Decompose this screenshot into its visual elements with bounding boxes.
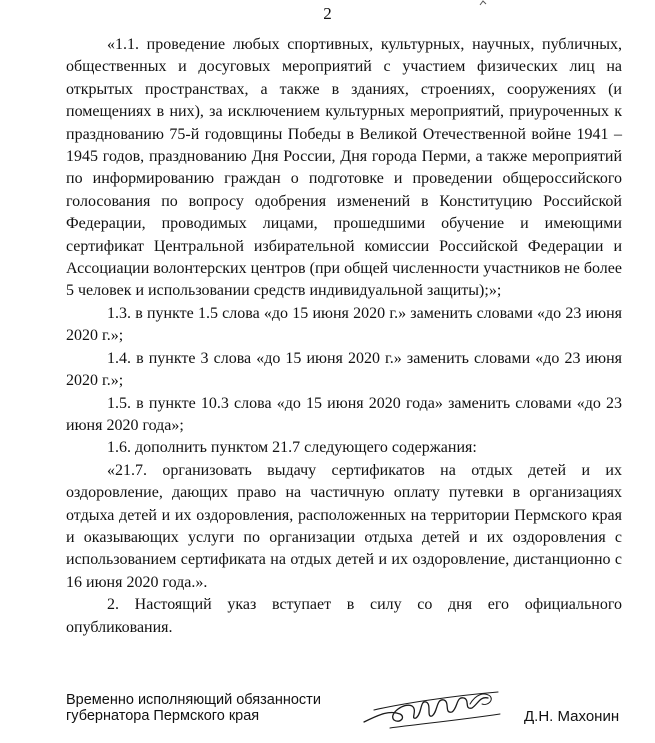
handwritten-signature [360,684,510,734]
page-number: 2 [323,4,332,23]
paragraph-1-5: 1.5. в пункте 10.3 слова «до 15 июня 2020 года» заменить словами «до 23 июня 2020 года»; [66,394,622,434]
signatory-position-line-1: Временно исполняющий обязанности [66,692,321,708]
paragraph-1-1: «1.1. проведение любых спортивных, культурных, научных, публичных, общественных и досуговых мероприятий с участием физических лиц на открытых пространствах, а также в зданиях, строениях, сооружениях (и помещениях в них), за исключением культурных мероприятий, приуроченных к празднованию 75-й годовщины Победы в Великой Отечественной войне 1941 – 1945 годов, празднованию Дня России, Дня города Перми, а также мероприятий по информированию граждан о подготовке и проведении общероссийского голосования по вопросу одобрения изменений в Конституцию Российской Федерации, проводимых лицами, прошедшими обучение и имеющими сертификат Центральной избирательной комиссии Российской Федерации и Ассоциации волонтерских центров (при общей численности участников не более 5 человек и использовании средств индивидуальной защиты);»; [66,36,622,300]
signatory-name: Д.Н. Махонин [524,708,620,725]
scan-mark [479,0,487,6]
paragraph-1-4: 1.4. в пункте 3 слова «до 15 июня 2020 г.» заменить словами «до 23 июня 2020 г.»; [66,349,622,390]
paragraph-2: 2. Настоящий указ вступает в силу со дня его официального опубликования. [66,596,622,636]
decree-body [66,34,622,639]
paragraph-1-3: 1.3. в пункте 1.5 слова «до 15 июня 2020 г.» заменить словами «до 23 июня 2020 г.»; [66,304,622,345]
paragraph-1-6: 1.6. дополнить пунктом 21.7 следующего содержания: [107,439,477,457]
signatory-position [66,692,321,724]
paragraph-21-7: «21.7. организовать выдачу сертификатов на отдых детей и их оздоровление, дающих право на частичную оплату путевки в организациях отдыха детей и их оздоровления, расположенных на территории Пермского края и оказывающих услуги по организации отдыха детей и их оздоровления с использованием сертификата на отдых детей и их оздоровление, дистанционно с 16 июня 2020 года.». [66,461,622,591]
signatory-position-line-2: губернатора Пермского края [66,708,260,724]
